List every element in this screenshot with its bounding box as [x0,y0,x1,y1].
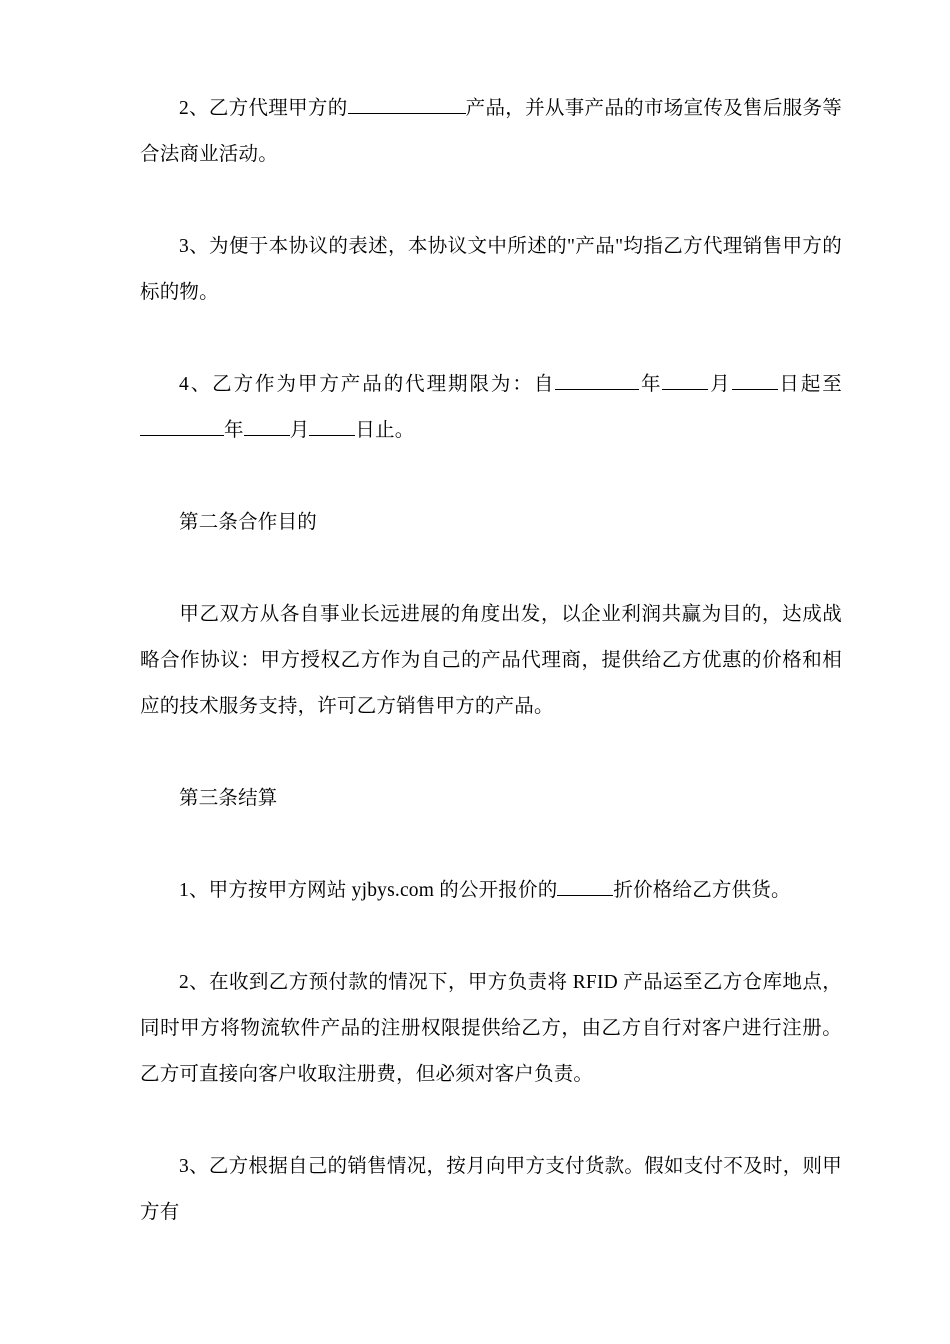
paragraph-article-2-body [140,592,842,730]
paragraph-clause-1-2 [140,86,842,178]
fill-in-blank[interactable] [140,416,224,437]
fill-in-blank[interactable] [348,94,466,115]
paragraph-spacer [140,546,842,592]
paragraph-spacer [140,822,842,868]
paragraph-text: 第二条合作目的 [179,512,317,533]
fill-in-blank[interactable] [732,370,778,391]
paragraph-clause-3-3 [140,1144,842,1236]
paragraph-text: 折价格给乙方供货。 [613,880,791,901]
fill-in-blank[interactable] [309,416,355,437]
paragraph-clause-3-1 [140,868,842,914]
paragraph-spacer [140,1098,842,1144]
paragraph-text: 年 [224,420,244,441]
document-body [140,86,842,1236]
paragraph-spacer [140,316,842,362]
paragraph-text: 2、乙方代理甲方的 [179,98,348,119]
paragraph-spacer [140,914,842,960]
paragraph-text: 3、为便于本协议的表述，本协议文中所述的"产品"均指乙方代理销售甲方的标的物。 [140,236,842,303]
fill-in-blank[interactable] [244,416,290,437]
paragraph-text: 产品，并从事产品的市场宣传及售后服务等合法商业活动。 [140,98,842,165]
fill-in-blank[interactable] [555,370,639,391]
paragraph-text: 日止。 [355,420,415,441]
paragraph-heading-article-3 [140,776,842,822]
paragraph-clause-1-4 [140,362,842,454]
paragraph-clause-3-2 [140,960,842,1098]
paragraph-text: 日起至 [777,374,843,395]
paragraph-text: 1、甲方按甲方网站 yjbys.com 的公开报价的 [179,880,558,901]
paragraph-text: 2、在收到乙方预付款的情况下，甲方负责将 RFID 产品运至乙方仓库地点，同时甲方将物流软件产品的注册权限提供给乙方，由乙方自行对客户进行注册。乙方可直接向客户收取注册费，但必须对客户负责。 [140,972,842,1085]
paragraph-clause-1-3 [140,224,842,316]
paragraph-spacer [140,454,842,500]
fill-in-blank[interactable] [662,370,708,391]
fill-in-blank[interactable] [557,876,613,897]
paragraph-text: 甲乙双方从各自事业长远进展的角度出发，以企业利润共赢为目的，达成战略合作协议：甲方授权乙方作为自己的产品代理商，提供给乙方优惠的价格和相应的技术服务支持，许可乙方销售甲方的产品。 [140,604,842,717]
paragraph-spacer [140,178,842,224]
paragraph-text: 年 [639,374,663,395]
paragraph-text: 4、乙方作为甲方产品的代理期限为：自 [179,374,556,395]
paragraph-spacer [140,730,842,776]
paragraph-heading-article-2 [140,500,842,546]
paragraph-text: 月 [289,420,310,441]
paragraph-text: 第三条结算 [179,788,278,809]
paragraph-text: 月 [708,374,732,395]
paragraph-text: 3、乙方根据自己的销售情况，按月向甲方支付货款。假如支付不及时，则甲方有 [140,1156,842,1223]
